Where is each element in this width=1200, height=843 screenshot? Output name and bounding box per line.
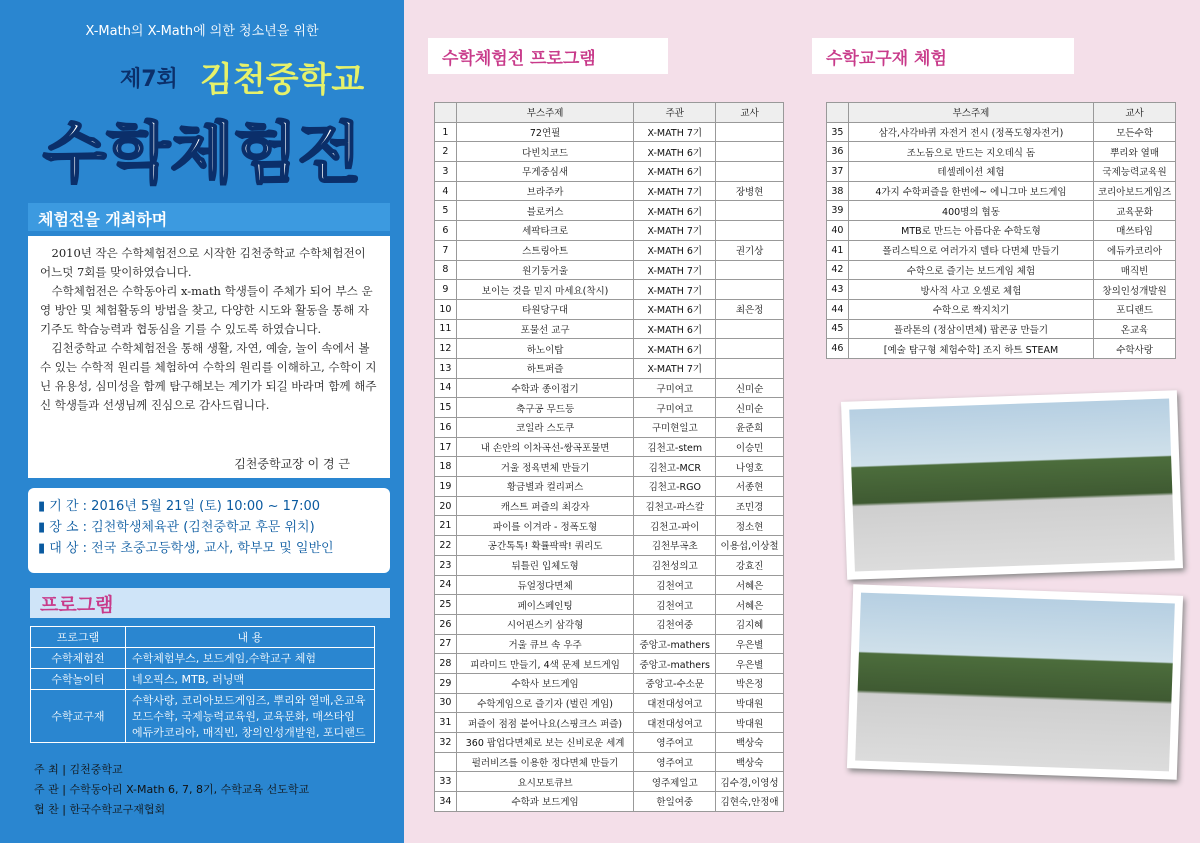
organizers	[34, 760, 394, 820]
table-cell: 방사적 사고 오셀로 체험	[848, 280, 1093, 300]
table-cell: 블로커스	[456, 201, 634, 221]
table-cell	[716, 142, 784, 162]
table-cell: 31	[435, 713, 457, 733]
edition: 제7회	[120, 67, 178, 92]
table-cell: 백상숙	[716, 733, 784, 753]
table-cell: 코리아보드게임즈	[1094, 181, 1176, 201]
group-photo-1	[841, 390, 1183, 580]
table-cell: 중앙고-수소문	[634, 673, 716, 693]
table-cell: 10	[435, 299, 457, 319]
table-cell	[716, 260, 784, 280]
table-row	[435, 240, 784, 260]
table-cell: 펄러비즈를 이용한 정다면체 만들기	[456, 752, 634, 772]
header-cell	[827, 103, 849, 123]
table-cell: 이용섭,이상철	[716, 536, 784, 556]
signature: 김천중학교장 이 경 근	[28, 455, 390, 478]
table-cell: X-MATH 6기	[634, 299, 716, 319]
intro-paragraph: 수학체험전은 수학동아리 x-math 학생들이 주체가 되어 부스 운영 방안 및 체험활동의 방법을 찾고, 다양한 시도와 활동을 통해 자기주도 학습능력과 협동심을 기를 수 있도록 하였습니다.	[40, 284, 373, 336]
table-row	[435, 358, 784, 378]
table-row	[435, 733, 784, 753]
table-row	[435, 201, 784, 221]
table-cell: 김천고-RGO	[634, 477, 716, 497]
table-cell: 33	[435, 772, 457, 792]
table-cell: 조민경	[716, 496, 784, 516]
table-cell: 페이스페인팅	[456, 595, 634, 615]
table-cell: 2	[435, 142, 457, 162]
table-row	[827, 339, 1176, 359]
table-cell: 윤준희	[716, 418, 784, 438]
table-cell: 김수경,이영성	[716, 772, 784, 792]
table-cell: 하트퍼즐	[456, 358, 634, 378]
table-cell: 국제능력교육원	[1094, 162, 1176, 182]
table-cell: 파이를 이겨라 - 정폭도형	[456, 516, 634, 536]
program-content: 내 용	[126, 627, 375, 648]
table-cell: 46	[827, 339, 849, 359]
org-line: 주 최 | 김천중학교	[34, 763, 123, 776]
table-row	[435, 477, 784, 497]
table-cell: 1	[435, 122, 457, 142]
table-row	[435, 378, 784, 398]
table-cell: 25	[435, 595, 457, 615]
table-cell: 축구공 무드등	[456, 398, 634, 418]
table-cell: 듀얼정다면체	[456, 575, 634, 595]
table-cell: 박은정	[716, 673, 784, 693]
header-cell: 부스주제	[456, 103, 634, 123]
table-cell: 8	[435, 260, 457, 280]
table-cell: 4	[435, 181, 457, 201]
table-cell: 시어핀스키 삼각형	[456, 614, 634, 634]
table-cell: X-MATH 7기	[634, 221, 716, 241]
table-cell: 4가지 수학퍼즐을 한번에~ 에니그마 보드게임	[848, 181, 1093, 201]
table-cell	[716, 201, 784, 221]
table-cell: 테셀레이션 체험	[848, 162, 1093, 182]
table-cell: 22	[435, 536, 457, 556]
table-cell: 이승민	[716, 437, 784, 457]
table-cell	[716, 339, 784, 359]
program-row	[31, 690, 375, 743]
table-cell: 45	[827, 319, 849, 339]
table-cell: 김천부곡초	[634, 536, 716, 556]
table-cell: 7	[435, 240, 457, 260]
table-row	[435, 181, 784, 201]
table-cell: 김천고-stem	[634, 437, 716, 457]
table-cell: 40	[827, 221, 849, 241]
table-row	[435, 299, 784, 319]
table-row	[827, 260, 1176, 280]
table-cell	[716, 358, 784, 378]
left-panel	[0, 0, 404, 843]
table-cell: 김천여고	[634, 575, 716, 595]
table-cell: 26	[435, 614, 457, 634]
table-cell: 뒤틀린 입체도형	[456, 555, 634, 575]
table-cell: 우은별	[716, 634, 784, 654]
table-cell: 32	[435, 733, 457, 753]
table-row	[435, 142, 784, 162]
table-row	[435, 772, 784, 792]
table-cell	[435, 752, 457, 772]
table-row	[435, 496, 784, 516]
event-info	[28, 488, 390, 573]
info-line: ▮ 장 소 : 김천학생체육관 (김천중학교 후문 위치)	[38, 520, 315, 535]
table-row	[827, 299, 1176, 319]
table-cell: 거울 정육면체 만들기	[456, 457, 634, 477]
intro-heading: 체험전을 개최하며	[28, 203, 390, 231]
table-row	[435, 260, 784, 280]
table-cell: 최은정	[716, 299, 784, 319]
program-title: 프로그램	[30, 588, 390, 618]
program-table	[30, 626, 375, 743]
table-cell: 39	[827, 201, 849, 221]
table-cell: 황금별과 컬리퍼스	[456, 477, 634, 497]
table-cell: 20	[435, 496, 457, 516]
table-cell: 코일라 스도쿠	[456, 418, 634, 438]
table-cell: 수학사랑	[1094, 339, 1176, 359]
table-row	[435, 536, 784, 556]
table-cell: 28	[435, 654, 457, 674]
table-cell: 보이는 것을 믿지 마세요(착시)	[456, 280, 634, 300]
table-cell: 김천여고	[634, 595, 716, 615]
table-cell: 교육문화	[1094, 201, 1176, 221]
group-photo-2	[847, 584, 1183, 779]
table-row	[435, 418, 784, 438]
table-cell: 창의인성개발원	[1094, 280, 1176, 300]
table-cell: 모든수학	[1094, 122, 1176, 142]
table-row	[827, 122, 1176, 142]
table-cell: 김천여중	[634, 614, 716, 634]
table-cell: 360 팝업다면체로 보는 신비로운 세계	[456, 733, 634, 753]
table-cell: 37	[827, 162, 849, 182]
table-cell: 공간톡톡! 확률팍팍! 쿼리도	[456, 536, 634, 556]
table-row	[435, 654, 784, 674]
table-cell: 신미순	[716, 378, 784, 398]
table-cell: X-MATH 7기	[634, 260, 716, 280]
table-row	[435, 614, 784, 634]
program-row	[31, 627, 375, 648]
table-row	[435, 595, 784, 615]
table-cell: 나영호	[716, 457, 784, 477]
table-row	[435, 713, 784, 733]
table-row	[435, 457, 784, 477]
table-cell: 35	[827, 122, 849, 142]
table-cell: X-MATH 6기	[634, 339, 716, 359]
table-cell: 29	[435, 673, 457, 693]
table-cell: 한일여중	[634, 792, 716, 812]
table-cell: 구미여고	[634, 398, 716, 418]
table-row	[435, 437, 784, 457]
table-cell: 11	[435, 319, 457, 339]
table-cell: 삼각,사각바퀴 자전거 전시 (정폭도형자전거)	[848, 122, 1093, 142]
table-cell: X-MATH 6기	[634, 142, 716, 162]
table-cell: 매직빈	[1094, 260, 1176, 280]
table-cell: 수학으로 짝지치기	[848, 299, 1093, 319]
table-row	[435, 555, 784, 575]
table-cell	[716, 280, 784, 300]
program-row	[31, 669, 375, 690]
table-row	[435, 752, 784, 772]
table-cell: 44	[827, 299, 849, 319]
intro-paragraph: 2010년 작은 수학체험전으로 시작한 김천중학교 수학체험전이 어느덧 7회를 맞이하였습니다.	[40, 246, 366, 279]
table-cell	[716, 221, 784, 241]
table-cell: 우은별	[716, 654, 784, 674]
table-row	[827, 201, 1176, 221]
table-cell: 14	[435, 378, 457, 398]
table-row	[827, 142, 1176, 162]
table-cell: 400명의 협동	[848, 201, 1093, 221]
table-cell: 김천성의고	[634, 555, 716, 575]
table-cell: 폴리스틱으로 여러가지 델타 다면체 만들기	[848, 240, 1093, 260]
table-cell: 박대원	[716, 693, 784, 713]
table-row	[435, 221, 784, 241]
table-cell: 뿌리와 열매	[1094, 142, 1176, 162]
table-row	[827, 240, 1176, 260]
table-cell: 신미순	[716, 398, 784, 418]
table-cell: 온교육	[1094, 319, 1176, 339]
right-panel	[404, 0, 1200, 843]
program-row	[31, 648, 375, 669]
table-cell: 43	[827, 280, 849, 300]
table-cell: 21	[435, 516, 457, 536]
table-cell: 무게중심새	[456, 162, 634, 182]
table-cell: 중앙고-mathers	[634, 654, 716, 674]
table-cell: 15	[435, 398, 457, 418]
program-content: 수학체험부스, 보드게임,수학교구 체험	[126, 648, 375, 669]
table-cell: 중앙고-mathers	[634, 634, 716, 654]
org-line: 주 관 | 수학동아리 X-Math 6, 7, 8기, 수학교육 선도학교	[34, 783, 310, 796]
table-cell: 수학사 보드게임	[456, 673, 634, 693]
table-cell: X-MATH 6기	[634, 162, 716, 182]
table-row	[827, 181, 1176, 201]
table-cell: 김현숙,안정애	[716, 792, 784, 812]
table-cell: 19	[435, 477, 457, 497]
table-row	[435, 516, 784, 536]
table-cell: 구미현일고	[634, 418, 716, 438]
table-cell: 매쓰타임	[1094, 221, 1176, 241]
table-cell: 24	[435, 575, 457, 595]
table-cell: 내 손안의 이차곡선-쌍곡포물면	[456, 437, 634, 457]
table-row	[435, 280, 784, 300]
mid-title: 수학체험전 프로그램	[428, 38, 668, 74]
table-cell: 김천고-MCR	[634, 457, 716, 477]
table-row	[435, 339, 784, 359]
table-cell: 대전대성여고	[634, 713, 716, 733]
table-cell: 17	[435, 437, 457, 457]
program-name: 프로그램	[31, 627, 126, 648]
table-row	[827, 319, 1176, 339]
table-cell: 박대원	[716, 713, 784, 733]
table-row	[827, 162, 1176, 182]
table-cell: X-MATH 7기	[634, 122, 716, 142]
table-cell: 42	[827, 260, 849, 280]
table-cell: 하노이탑	[456, 339, 634, 359]
school-name: 김천중학교	[200, 60, 365, 100]
table-cell: X-MATH 6기	[634, 201, 716, 221]
subtitle: X-Math의 X-Math에 의한 청소년을 위한	[85, 24, 319, 39]
header-row	[435, 103, 784, 123]
table-cell: 피라미드 만들기, 4색 문제 보드게임	[456, 654, 634, 674]
table-cell: 72연필	[456, 122, 634, 142]
table-cell: 김천고-파스칼	[634, 496, 716, 516]
table-cell: 영주여고	[634, 733, 716, 753]
table-cell: 구미여고	[634, 378, 716, 398]
header-cell	[435, 103, 457, 123]
table-cell: 9	[435, 280, 457, 300]
table-cell: 18	[435, 457, 457, 477]
table-cell: 서혜은	[716, 595, 784, 615]
info-line: ▮ 기 간 : 2016년 5월 21일 (토) 10:00 ~ 17:00	[38, 499, 321, 514]
table-cell: 서혜은	[716, 575, 784, 595]
table-cell: 41	[827, 240, 849, 260]
intro-paragraph: 김천중학교 수학체험전을 통해 생활, 자연, 예술, 놀이 속에서 볼 수 있는 수학적 원리를 체험하여 수학의 원리를 이해하고, 수학이 지닌 유용성, 심미성을 함께 탐구해보는 계기가 되길 바라며 함께 해주신 학생들과 선생님께 진심으로 감사드립니다.	[40, 341, 377, 412]
table-cell: 거울 큐브 속 우주	[456, 634, 634, 654]
table-row	[827, 221, 1176, 241]
table-cell: 요시모토큐브	[456, 772, 634, 792]
table-cell: 6	[435, 221, 457, 241]
org-line: 협 찬 | 한국수학교구재협회	[34, 803, 166, 816]
table-cell: 플라톤의 (정삼이면체) 팝콘공 만들기	[848, 319, 1093, 339]
table-row	[435, 162, 784, 182]
table-cell: 타원당구대	[456, 299, 634, 319]
table-cell: 김천고-파이	[634, 516, 716, 536]
table-cell	[716, 319, 784, 339]
main-title: 수학체험전	[42, 115, 362, 192]
table-cell: 정소현	[716, 516, 784, 536]
table-row	[435, 693, 784, 713]
info-line: ▮ 대 상 : 전국 초중고등학생, 교사, 학부모 및 일반인	[38, 541, 334, 556]
right-title: 수학교구재 체험	[812, 38, 1074, 74]
table-cell: 30	[435, 693, 457, 713]
header-cell: 교사	[1094, 103, 1176, 123]
table-cell: X-MATH 7기	[634, 181, 716, 201]
table-cell: 퍼즐이 점점 붙어나요(스핑크스 퍼즐)	[456, 713, 634, 733]
table-cell: X-MATH 6기	[634, 240, 716, 260]
program-name: 수학교구재	[31, 690, 126, 743]
table-cell: MTB로 만드는 아름다운 수학도형	[848, 221, 1093, 241]
booth-table	[434, 102, 784, 812]
table-row	[435, 792, 784, 812]
table-cell: 스트링아트	[456, 240, 634, 260]
table-cell: X-MATH 7기	[634, 280, 716, 300]
table-cell: 포디랜드	[1094, 299, 1176, 319]
table-cell: 강효진	[716, 555, 784, 575]
table-row	[435, 575, 784, 595]
table-row	[435, 122, 784, 142]
program-name: 수학놀이터	[31, 669, 126, 690]
table-cell: 서종현	[716, 477, 784, 497]
table-cell: 원기둥거울	[456, 260, 634, 280]
program-content: 수학사랑, 코리아보드게임즈, 뿌리와 열매,온교육 모드수학, 국제능력교육원, 교육문화, 매쓰타임 에듀카코리아, 매직빈, 창의인성개발원, 포디랜드	[126, 690, 375, 743]
table-cell: 에듀카코리아	[1094, 240, 1176, 260]
table-cell: 장병현	[716, 181, 784, 201]
table-cell: 23	[435, 555, 457, 575]
table-cell: 조노돔으로 만드는 지오데식 돔	[848, 142, 1093, 162]
table-cell: 백상숙	[716, 752, 784, 772]
table-cell: 16	[435, 418, 457, 438]
intro-text	[28, 236, 390, 456]
table-cell: 12	[435, 339, 457, 359]
table-cell: 대전대성여고	[634, 693, 716, 713]
table-cell: [예술 탐구형 체험수학] 조지 하트 STEAM	[848, 339, 1093, 359]
table-cell: 27	[435, 634, 457, 654]
table-cell: X-MATH 6기	[634, 319, 716, 339]
table-cell: 영주제일고	[634, 772, 716, 792]
table-cell: 34	[435, 792, 457, 812]
table-cell: 수학과 보드게임	[456, 792, 634, 812]
table-cell: 다빈치코드	[456, 142, 634, 162]
table-cell: 포물선 교구	[456, 319, 634, 339]
material-table	[826, 102, 1176, 359]
table-row	[435, 634, 784, 654]
table-cell	[716, 162, 784, 182]
table-cell: 수학게임으로 즐기자 (벌린 게임)	[456, 693, 634, 713]
table-cell: 브라주카	[456, 181, 634, 201]
table-row	[435, 398, 784, 418]
header-row	[827, 103, 1176, 123]
table-cell: 13	[435, 358, 457, 378]
table-cell: 36	[827, 142, 849, 162]
table-cell: 수학으로 즐기는 보드게임 체험	[848, 260, 1093, 280]
table-cell: X-MATH 7기	[634, 358, 716, 378]
table-row	[435, 673, 784, 693]
table-cell: 김지혜	[716, 614, 784, 634]
table-cell: 38	[827, 181, 849, 201]
header-cell: 부스주제	[848, 103, 1093, 123]
table-cell: 5	[435, 201, 457, 221]
program-name: 수학체험전	[31, 648, 126, 669]
table-cell: 영주여고	[634, 752, 716, 772]
table-cell: 캐스트 퍼즐의 최강자	[456, 496, 634, 516]
table-cell: 세팍타크로	[456, 221, 634, 241]
program-content: 네오픽스, MTB, 러닝맥	[126, 669, 375, 690]
table-cell	[716, 122, 784, 142]
table-cell: 3	[435, 162, 457, 182]
table-cell: 수학과 종이접기	[456, 378, 634, 398]
table-row	[827, 280, 1176, 300]
header-cell: 주관	[634, 103, 716, 123]
header-cell: 교사	[716, 103, 784, 123]
table-cell: 권기상	[716, 240, 784, 260]
table-row	[435, 319, 784, 339]
